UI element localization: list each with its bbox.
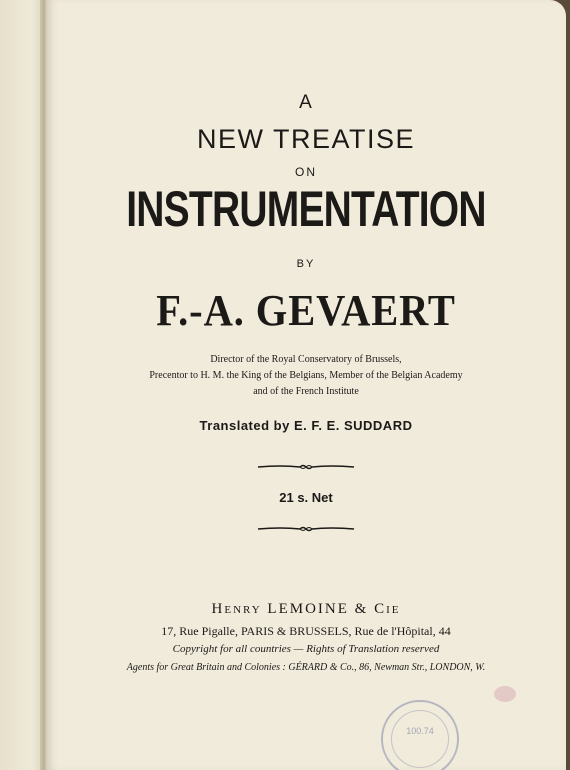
author-description [46,352,566,400]
ink-smudge [494,686,516,702]
author-description-line: Director of the Royal Conservatory of Brussels, [210,354,402,365]
title-on: ON [295,165,317,179]
title-main: INSTRUMENTATION [126,181,486,237]
stamp-number: 100.74 [406,726,434,736]
author-name: F.-A. GEVAERT [156,286,456,335]
title-article: A [299,92,313,113]
title-line1: NEW TREATISE [196,124,416,154]
ornament-rule-bottom [46,521,566,539]
publisher-address: 17, Rue Pigalle, PARIS & BRUSSELS, Rue de l'Hôpital, 44 [161,624,451,638]
library-stamp [381,700,459,770]
agents-notice: Agents for Great Britain and Colonies : GÉRARD & Co., 86, Newman Str., LONDON, W. [126,662,486,673]
publisher-name: Henry LEMOINE & Cie [211,601,401,617]
translator-line: Translated by E. F. E. SUDDARD [199,418,413,433]
stamp-ring [391,710,449,768]
title-page [46,0,566,770]
price: 21 s. Net [279,490,333,505]
author-description-line: and of the French Institute [253,386,359,397]
author-description-line: Precentor to H. M. the King of the Belgians, Member of the Belgian Academy [149,370,463,381]
ornament-rule-top [46,459,566,477]
byline-by: BY [296,258,316,270]
copyright-notice: Copyright for all countries — Rights of Translation reserved [172,643,440,655]
